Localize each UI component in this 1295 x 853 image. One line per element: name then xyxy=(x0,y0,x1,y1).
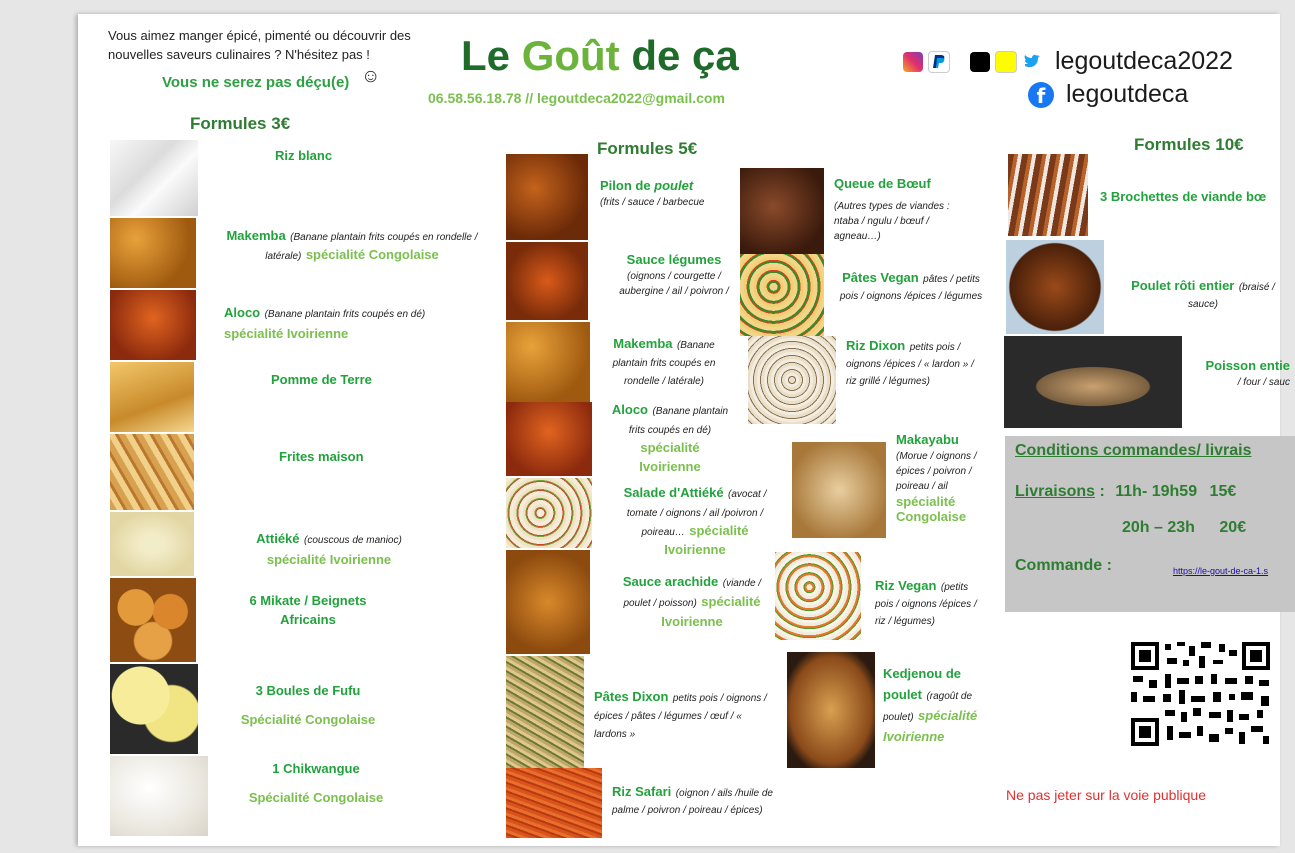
menu-item xyxy=(228,681,388,727)
item-name: 3 Boules de Fufu xyxy=(255,683,361,698)
aloco-image-5 xyxy=(506,402,592,476)
frites-image xyxy=(110,434,194,510)
menu-item xyxy=(834,174,954,244)
instagram-icon[interactable] xyxy=(903,52,923,72)
item-desc: (Banane plantain frits coupés en dé) xyxy=(628,406,729,436)
intro-text: Vous aimez manger épicé, pimenté ou découvrir des nouvelles saveurs culinaires ? N'hésitez pas ! xyxy=(108,28,411,62)
item-name: Frites maison xyxy=(279,449,364,464)
menu-item xyxy=(612,782,796,818)
commande-label: Commande : xyxy=(1015,557,1112,574)
item-name: Queue de Bœuf xyxy=(834,176,931,191)
item-specialty: Spécialité Congolaise xyxy=(240,712,376,727)
pilon-image xyxy=(506,154,588,240)
twitter-icon[interactable] xyxy=(1022,52,1042,72)
item-specialty: spécialité Congolaise xyxy=(305,247,439,262)
riz-safari-image xyxy=(506,768,602,838)
item-desc: (Banane plantain frits coupés en rondelle / latérale) xyxy=(612,340,716,387)
section-title-5: Formules 5€ xyxy=(597,139,698,158)
item-specialty: spécialité Ivoirienne xyxy=(883,708,978,744)
menu-item xyxy=(610,400,730,476)
order-link[interactable]: https://le-gout-de-ca-1.s xyxy=(1173,566,1269,576)
mikate-image xyxy=(110,578,196,662)
item-desc: (couscous de manioc) xyxy=(303,535,402,546)
item-name: Attiéké xyxy=(256,531,300,546)
menu-item xyxy=(611,483,779,559)
item-desc: (Banane plantain frits coupés en rondelle / latérale) xyxy=(265,232,478,262)
menu-item xyxy=(846,336,978,389)
poulet-roti-image xyxy=(1006,240,1104,334)
riz-vegan-image xyxy=(775,552,861,640)
item-desc: (oignon / ails /huile de palme / poivron / poireau / épices) xyxy=(612,788,773,816)
qr-code xyxy=(1129,640,1272,748)
delivery-slot-2: 20h – 23h xyxy=(1122,519,1195,536)
pates-dixon-image xyxy=(506,656,584,768)
facebook-icon[interactable]: f xyxy=(1028,82,1054,108)
item-desc: (Banane plantain frits coupés en dé) xyxy=(264,309,426,320)
title-part-3: de ça xyxy=(619,32,739,79)
menu-item xyxy=(212,226,492,264)
item-name-line2: Africains xyxy=(280,612,336,627)
title-part-1: Le xyxy=(461,32,522,79)
item-desc: (oignons / courgette / aubergine / ail / poivron / xyxy=(619,271,729,297)
menu-item xyxy=(896,430,988,524)
item-name: Poisson entie xyxy=(1205,358,1290,373)
delivery-slot-1: 11h- 19h59 xyxy=(1115,483,1198,500)
colon: : xyxy=(1099,483,1105,500)
sauce-arachide-image xyxy=(506,550,590,654)
livraisons-label: Livraisons xyxy=(1015,483,1096,500)
item-name: Pâtes Vegan xyxy=(842,270,919,285)
item-specialty: spécialité Ivoirienne xyxy=(639,440,701,474)
item-name: Pomme de Terre xyxy=(271,372,372,387)
menu-item xyxy=(1118,276,1288,312)
attieke-image xyxy=(110,512,194,576)
riz-dixon-image xyxy=(748,336,836,424)
item-name: Makemba xyxy=(226,228,286,243)
item-name: Riz Vegan xyxy=(875,578,937,593)
item-specialty: spécialité Congolaise xyxy=(896,494,967,524)
smiley-icon: ☺ xyxy=(361,66,381,87)
item-name: Poulet rôti entier xyxy=(1131,278,1235,293)
item-name: 1 Chikwangue xyxy=(272,761,360,776)
item-desc: pâtes / petits pois / oignons /épices / légumes xyxy=(839,274,983,302)
facebook-row xyxy=(1028,80,1188,109)
queue-boeuf-image xyxy=(740,168,824,254)
item-name: Aloco xyxy=(224,305,261,320)
item-name: 3 Brochettes de viande bœ xyxy=(1100,189,1267,204)
item-name: Riz Dixon xyxy=(846,338,906,353)
kedjenou-image xyxy=(787,652,875,768)
item-specialty: Spécialité Congolaise xyxy=(248,790,384,805)
item-desc: (braisé / sauce) xyxy=(1187,282,1275,310)
intro-tagline: Vous ne serez pas déçu(e) xyxy=(162,74,350,91)
menu-item xyxy=(224,528,434,570)
delivery-price-1: 15€ xyxy=(1209,483,1237,500)
item-name: Sauce arachide xyxy=(622,574,719,589)
item-desc: petits pois / oignons /épices / « lardon » / riz grillé / légumes) xyxy=(846,342,974,387)
conditions-panel xyxy=(1005,436,1295,612)
item-desc: (petits pois / oignons /épices / riz / légumes) xyxy=(875,582,977,627)
item-name: Aloco xyxy=(611,402,649,417)
riz-blanc-image xyxy=(110,140,198,216)
menu-item xyxy=(600,176,720,210)
brochettes-image xyxy=(1008,154,1088,236)
delivery-price-2: 20€ xyxy=(1219,519,1247,536)
item-name: Kedjenou de poulet xyxy=(883,666,962,702)
item-desc: (Autres types de viandes : ntaba / ngulu / bœuf / agneau…) xyxy=(834,201,950,242)
item-name: Riz blanc xyxy=(275,148,333,163)
sauce-legumes-image xyxy=(506,242,588,320)
menu-item xyxy=(1190,356,1290,390)
salade-attieke-image xyxy=(506,478,592,548)
chikwangue-image xyxy=(110,756,208,836)
makayabu-image xyxy=(792,442,886,538)
menu-item xyxy=(602,334,726,389)
menu-item xyxy=(228,759,404,805)
menu-item xyxy=(224,302,434,344)
fufu-image xyxy=(110,664,198,754)
delivery-row-1 xyxy=(1015,483,1236,501)
makemba-image xyxy=(110,218,196,288)
contact-line: 06.58.56.18.78 // legoutdeca2022@gmail.com xyxy=(428,90,725,106)
item-name-emphasis: poulet xyxy=(654,178,694,193)
item-specialty: spécialité Ivoirienne xyxy=(664,523,749,557)
item-name: Pilon de xyxy=(600,178,655,193)
handle-facebook: legoutdeca xyxy=(1066,80,1189,108)
item-desc: (frits / sauce / barbecue xyxy=(600,197,705,208)
item-desc: petits pois / oignons /épices / pâtes / légumes / œuf / « lardons » xyxy=(594,693,767,740)
paypal-icon[interactable] xyxy=(928,51,950,73)
menu-item xyxy=(883,663,993,747)
tiktok-icon[interactable] xyxy=(970,52,990,72)
item-name: Salade d'Attiéké xyxy=(623,485,724,500)
item-specialty: spécialité Ivoirienne xyxy=(266,552,392,567)
menu-item xyxy=(875,576,987,629)
notice-text: Ne pas jeter sur la voie publique xyxy=(1006,787,1207,803)
menu-item xyxy=(612,572,772,632)
conditions-title: Conditions commandes/ livrais xyxy=(1015,442,1252,459)
item-desc: (Morue / oignons /épices / poivron / poireau / ail xyxy=(896,451,977,492)
handle-primary: legoutdeca2022 xyxy=(1055,47,1233,75)
item-specialty: spécialité Ivoirienne xyxy=(224,326,349,341)
item-name: Riz Safari xyxy=(612,784,672,799)
section-title-10: Formules 10€ xyxy=(1134,135,1244,154)
item-desc: (viande / poulet / poisson) xyxy=(623,578,762,609)
menu-item xyxy=(836,268,986,304)
social-row xyxy=(903,47,1233,76)
pomme-de-terre-image xyxy=(110,362,194,432)
item-desc: (avocat / tomate / oignons / ail /poivron / poireau… xyxy=(626,489,767,538)
item-desc: / four / sauc xyxy=(1237,377,1290,388)
delivery-row-2 xyxy=(1122,519,1246,537)
section-title-3: Formules 3€ xyxy=(190,114,291,133)
flyer-page xyxy=(78,14,1290,846)
pates-vegan-image xyxy=(740,254,824,336)
menu-item xyxy=(608,250,740,299)
item-desc: (ragoût de poulet) xyxy=(883,691,973,723)
snapchat-icon[interactable] xyxy=(995,51,1017,73)
item-name: Makemba xyxy=(613,336,673,351)
aloco-image xyxy=(110,290,196,360)
item-name: Sauce légumes xyxy=(626,252,722,267)
menu-item xyxy=(228,591,388,629)
item-name: 6 Mikate / Beignets xyxy=(249,593,367,608)
item-name: Makayabu xyxy=(896,432,959,447)
brand-title xyxy=(461,32,739,80)
makemba-image-5 xyxy=(506,322,590,404)
item-name: Pâtes Dixon xyxy=(594,689,669,704)
poisson-image xyxy=(1004,336,1182,428)
title-part-2: Goût xyxy=(521,32,620,79)
item-specialty: spécialité Ivoirienne xyxy=(661,594,761,629)
menu-item xyxy=(594,687,774,742)
